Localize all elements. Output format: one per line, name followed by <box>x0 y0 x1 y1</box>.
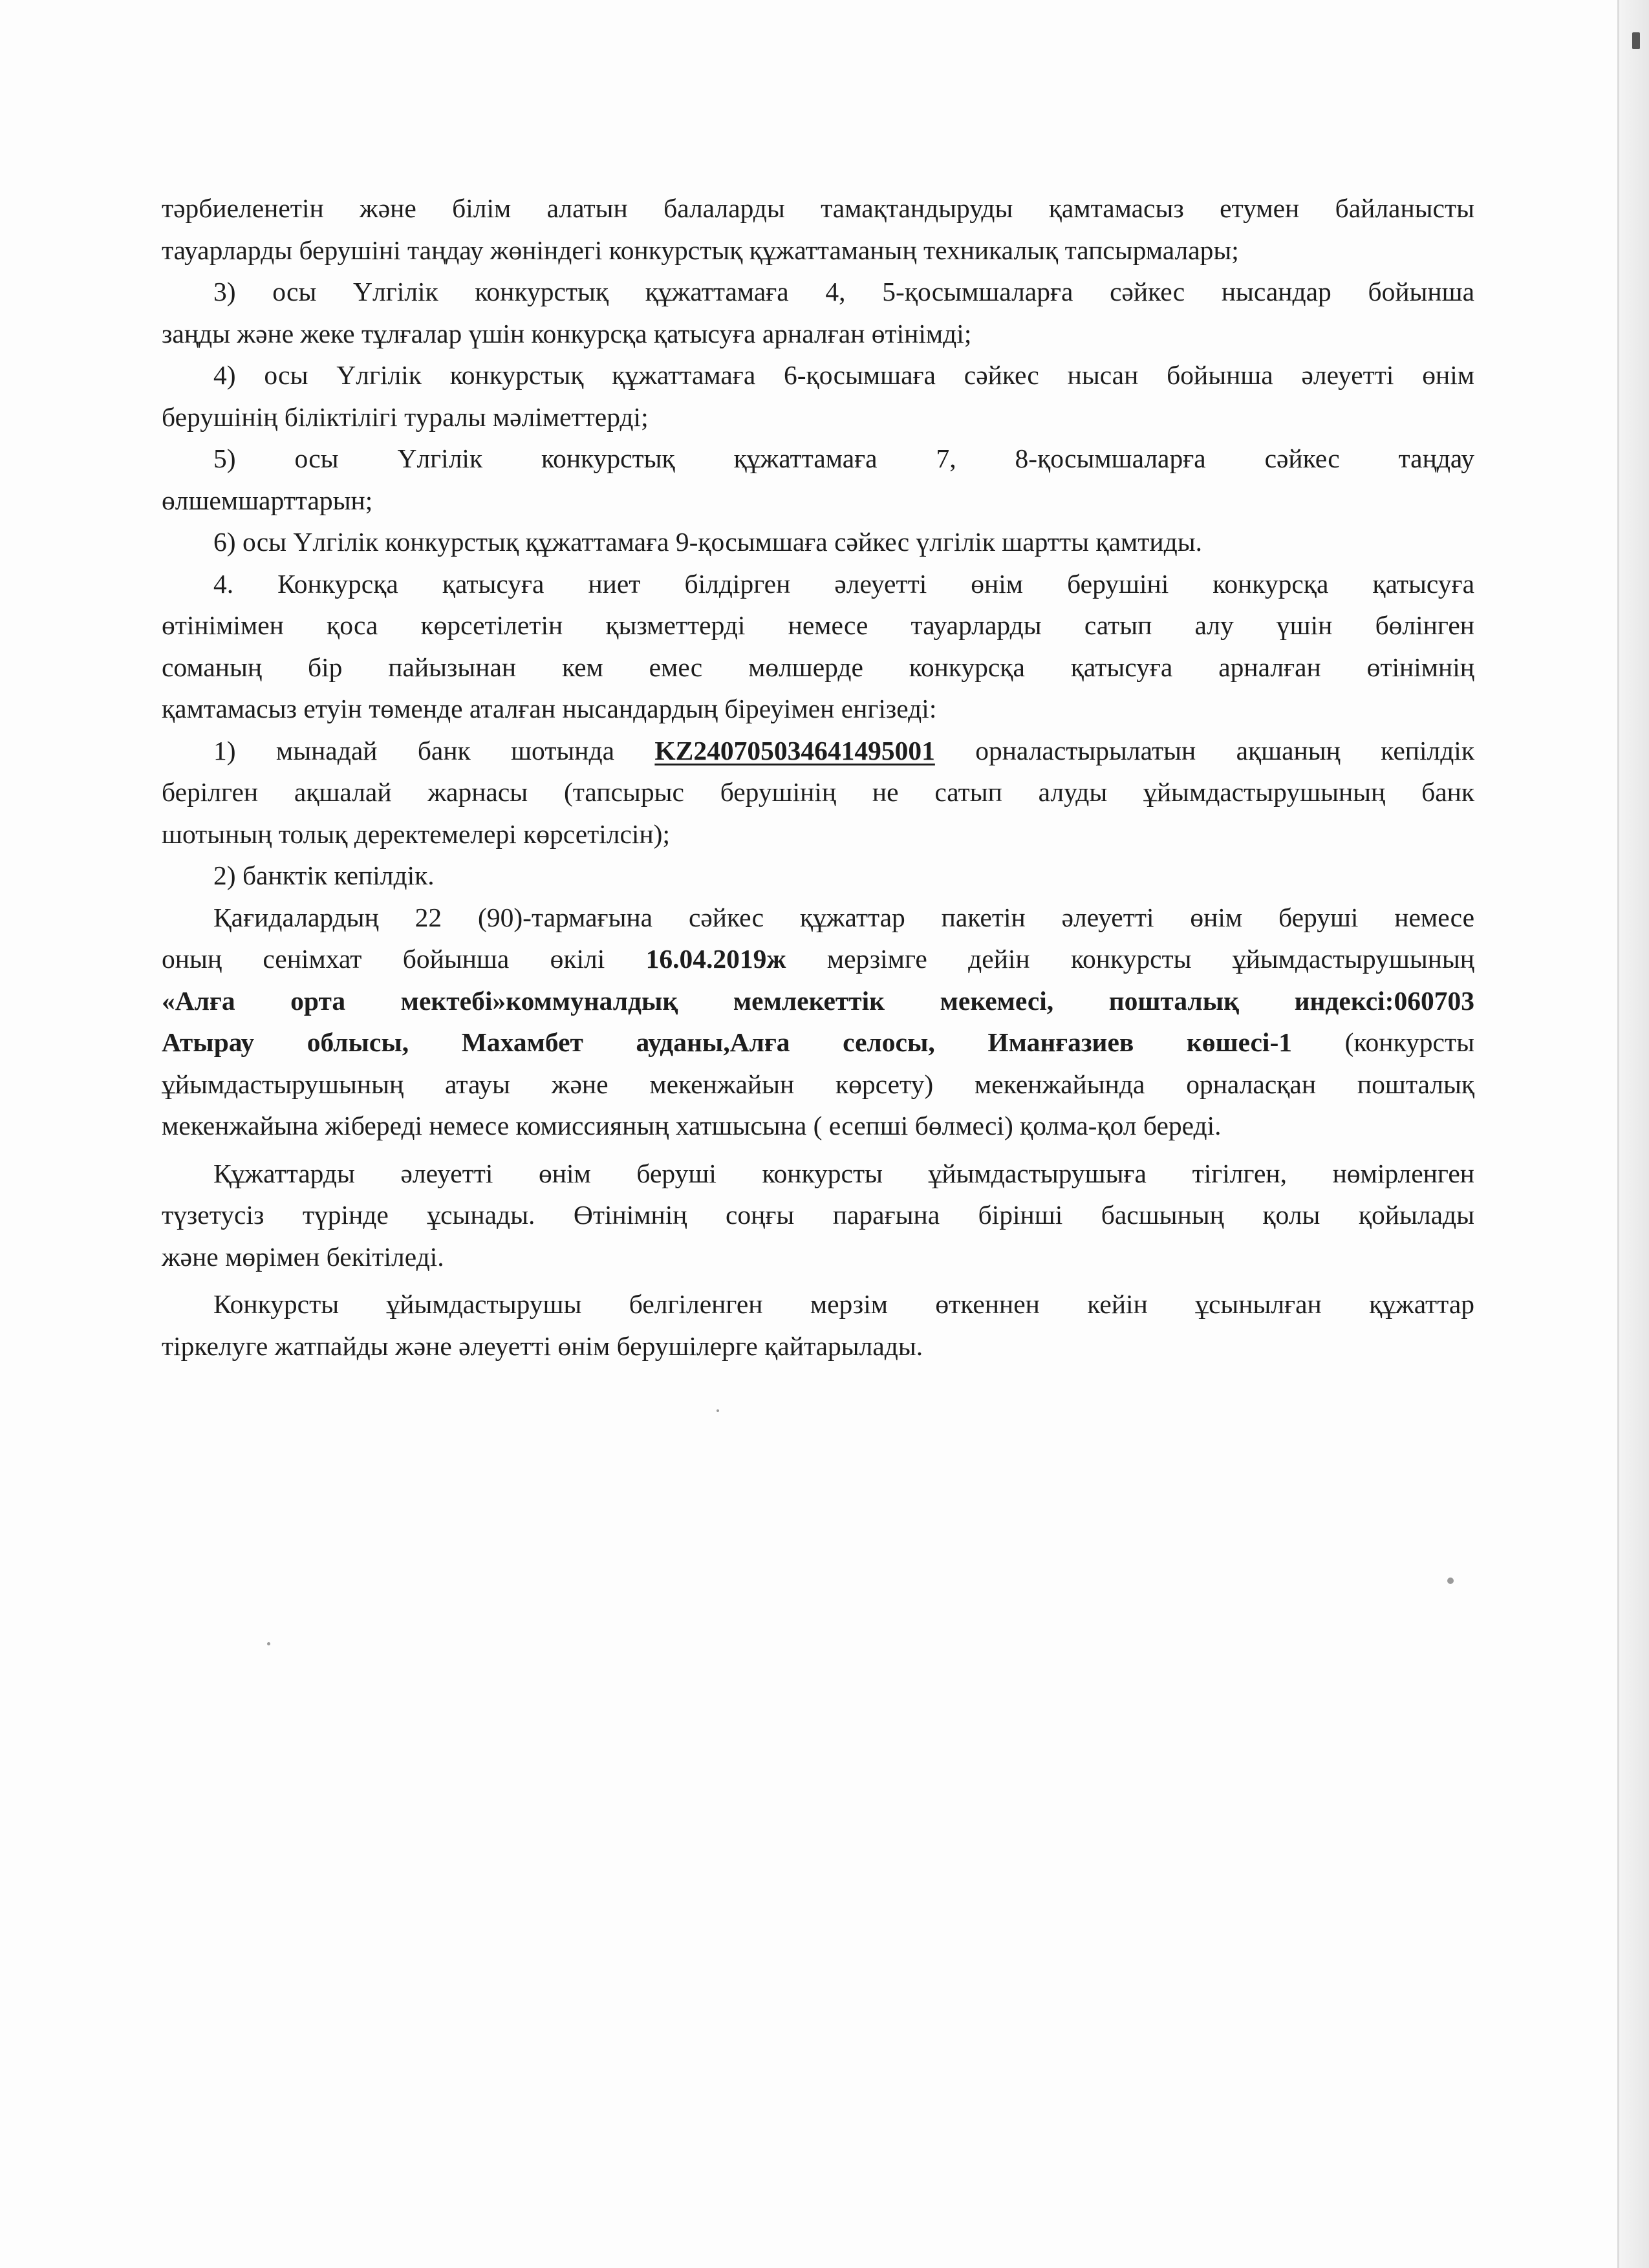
list-item-line: 2) банктік кепілдік. <box>213 861 435 890</box>
organizer-address-line <box>162 1022 1474 1064</box>
scan-speck <box>267 1642 270 1645</box>
text-span: оның сенімхат бойынша өкілі <box>162 944 646 974</box>
text-line: өлшемшарттарын; <box>162 485 373 515</box>
text-line: берілген ақшалай жарнасы (тапсырыс берушінің не сатып алуды ұйымдастырушының банк <box>162 777 1474 807</box>
scan-speck <box>717 1409 719 1412</box>
list-item-line: 3) осы Үлгілік конкурстық құжаттамаға 4, 5-қосымшаларға сәйкес нысандар бойынша <box>213 277 1474 306</box>
text-line: мекенжайына жібереді немесе комиссияның хатшысына ( есепші бөлмесі) қолма-қол береді. <box>162 1111 1222 1140</box>
text-line: және мөрімен бекітіледі. <box>162 1241 444 1272</box>
deadline-date: 16.04.2019ж <box>645 944 786 974</box>
list-item-line: 6) осы Үлгілік конкурстық құжаттамаға 9-қосымшаға сәйкес үлгілік шартты қамтиды. <box>213 527 1202 557</box>
deadline-line <box>162 938 1474 980</box>
text-line: қамтамасыз етуін төменде аталған нысандардың біреуімен енгізеді: <box>162 694 937 723</box>
text-line: тіркелуге жатпайды және әлеуетті өнім берушілерге қайтарылады. <box>162 1331 923 1361</box>
bank-account-number: KZ240705034641495001 <box>654 735 935 765</box>
document-body <box>162 187 1474 1367</box>
organizer-address: Атырау облысы, Махамбет ауданы,Алға селосы, Иманғазиев көшесі-1 <box>162 1027 1293 1057</box>
paragraph-start-line: Қағидалардың 22 (90)-тармағына сәйкес құжаттар пакетін әлеуетті өнім беруші немесе <box>213 902 1474 932</box>
scan-mark <box>1632 32 1640 49</box>
text-line: берушінің біліктілігі туралы мәліметтерді; <box>162 401 649 432</box>
scan-edge-shadow <box>1619 0 1649 2268</box>
text-line: өтінімімен қоса көрсетілетін қызметтерді немесе тауарларды сатып алу үшін бөлінген <box>162 610 1474 640</box>
text-line: соманың бір пайызынан кем емес мөлшерде конкурсқа қатысуға арналған өтінімнің <box>162 652 1474 682</box>
paragraph-start-line: 4. Конкурсқа қатысуға ниет білдірген әлеуетті өнім берушіні конкурсқа қатысуға <box>213 568 1474 599</box>
paragraph-start-line: Құжаттарды әлеуетті өнім беруші конкурсты ұйымдастырушыға тігілген, нөмірленген <box>213 1158 1474 1188</box>
list-item-line: 5) осы Үлгілік конкурстық құжаттамаға 7, 8-қосымшаларға сәйкес таңдау <box>213 444 1474 473</box>
text-line: түзетусіз түрінде ұсынады. Өтінімнің соңғы парағына бірінші басшының қолы қойылады <box>162 1200 1474 1230</box>
scan-speck <box>1447 1578 1454 1584</box>
text-span: мерзімге дейін конкурсты ұйымдастырушының <box>786 944 1474 974</box>
text-line: заңды және жеке тұлғалар үшін конкурсқа қатысуға арналған өтінімді; <box>162 318 972 348</box>
list-item-line: 4) осы Үлгілік конкурстық құжаттамаға 6-қосымшаға сәйкес нысан бойынша әлеуетті өнім <box>213 360 1474 390</box>
text-span: орналастырылатын ақшаның кепілдік <box>934 735 1474 765</box>
text-span: 1) мынадай банк шотында <box>213 735 655 765</box>
paragraph-start-line: Конкурсты ұйымдастырушы белгіленген мерзім өткеннен кейін ұсынылған құжаттар <box>213 1289 1474 1319</box>
text-span: (конкурсты <box>1292 1027 1474 1057</box>
text-line: ұйымдастырушының атауы және мекенжайын көрсету) мекенжайында орналасқан пошталық <box>162 1069 1474 1099</box>
text-line: шотының толық деректемелері көрсетілсін); <box>162 818 671 849</box>
text-line: тауарларды берушіні таңдау жөніндегі конкурстық құжаттаманың техникалық тапсырмалары; <box>162 235 1239 265</box>
text-line: тәрбиеленетін және білім алатын балаларды тамақтандыруды қамтамасыз етумен байланысты <box>162 193 1474 223</box>
organizer-name-line: «Алға орта мектебі»коммуналдық мемлекеттік мекемесі, пошталық индексі:060703 <box>162 985 1474 1016</box>
bank-account-line <box>162 730 1474 772</box>
